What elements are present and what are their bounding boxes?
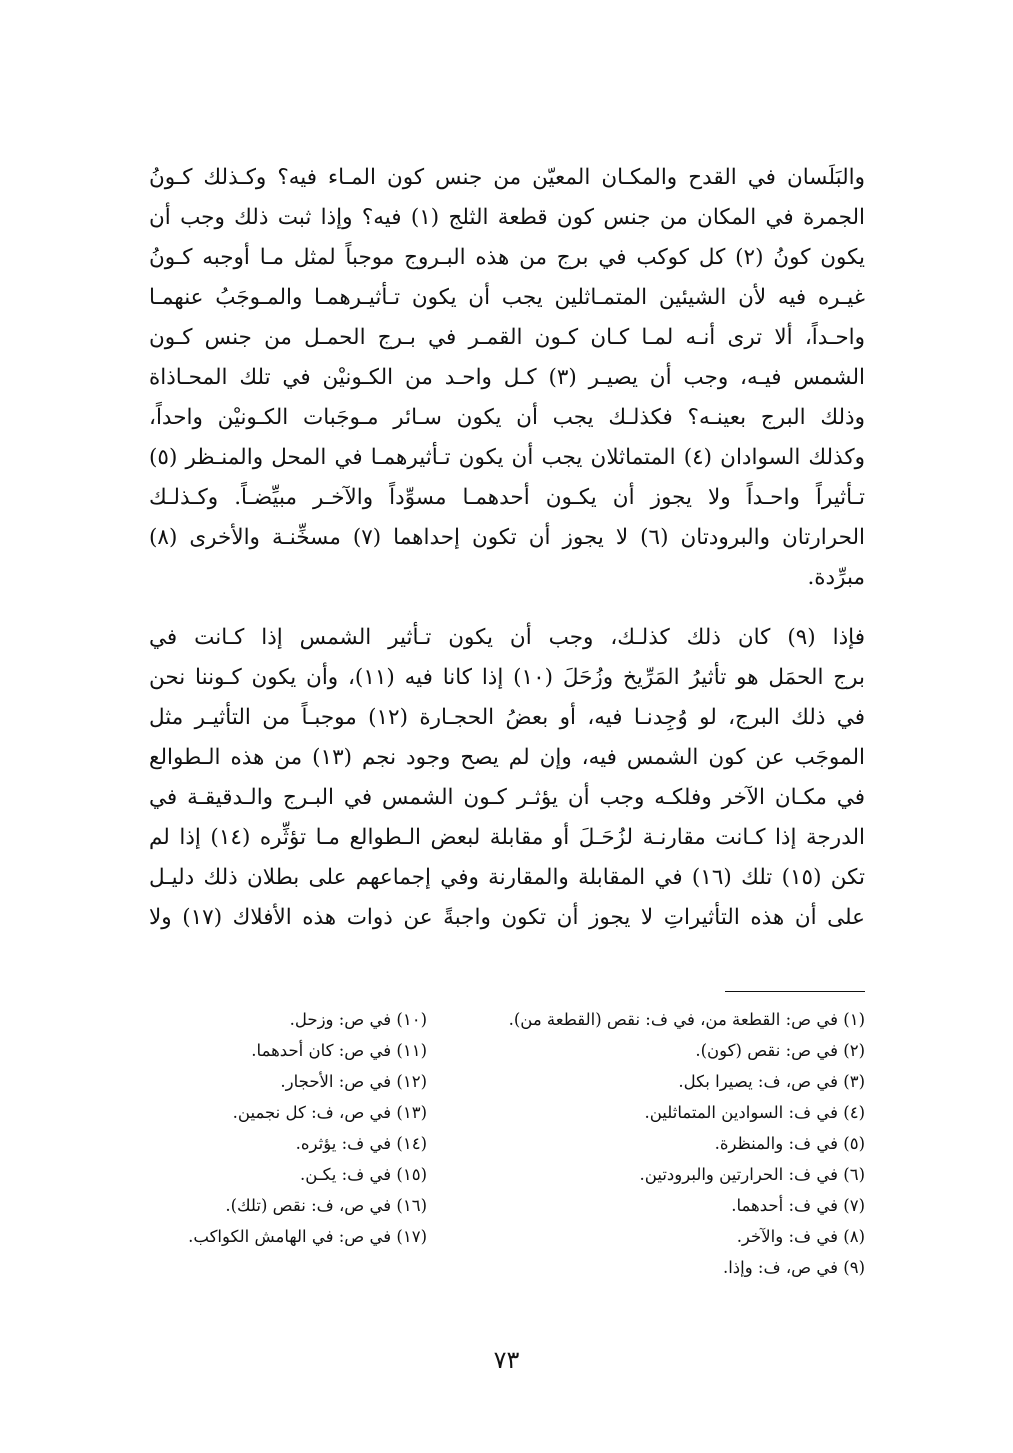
text-line: وذلك البرج بعينـه؟ فكذلـك يجب أن يكون سـائر مـوجَبات الكـونيْن واحداً، — [149, 405, 865, 430]
page-number: ٧٣ — [493, 1346, 520, 1374]
footnote: (٧) في ف: أحدهما. — [731, 1196, 865, 1215]
text-line: غيـره فيه لأن الشيئين المتمـاثلين يجب أن يكون تـأثيـرهمـا والمـوجَبُ عنهمـا — [149, 285, 865, 310]
text-line: وكذلك السوادان (٤) المتماثلان يجب أن يكون تـأثيرهمـا في المحل والمنـظر (٥) — [149, 445, 865, 470]
footnote: (١٢) في ص: الأحجار. — [280, 1072, 427, 1091]
text-line: تـأثيراً واحـداً ولا يجوز أن يكـون أحدهمـا مسوِّداً والآخـر مبيِّضـاً. وكـذلـك — [149, 485, 865, 510]
footnote: (١٧) في ص: في الهامش الكواكب. — [188, 1227, 427, 1246]
footnote-divider — [725, 991, 865, 992]
text-line: على أن هذه التأثيراتِ لا يجوز أن تكون واجبةً عن ذوات هذه الأفلاك (١٧) ولا — [149, 905, 865, 930]
footnote: (١) في ص: القطعة من، في ف: نقص (القطعة من). — [508, 1010, 865, 1029]
text-line: فإذا (٩) كان ذلك كذلـك، وجب أن يكون تـأثير الشمس إذا كـانت في — [149, 625, 865, 650]
footnote: (٢) في ص: نقص (كون). — [695, 1041, 865, 1060]
footnote: (١٦) في ص، ف: نقص (تلك). — [225, 1196, 427, 1215]
paragraph-gap — [149, 598, 865, 618]
text-line: واحـداً، ألا ترى أنـه لمـا كـان كـون القمـر في بـرج الحمـل من جنس كـون — [149, 325, 865, 350]
text-line: الموجَب عن كون الشمس فيه، وإن لم يصح وجود نجم (١٣) من هذه الـطوالع — [149, 745, 865, 770]
main-text — [149, 158, 865, 938]
text-line: الجمرة في المكان من جنس كون قطعة الثلج (١) فيه؟ وإذا ثبت ذلك وجب أن — [149, 205, 865, 230]
text-line: في مكـان الآخر وفلكـه وجب أن يؤثـر كـون الشمس في البـرج والـدقيقـة في — [149, 785, 865, 810]
footnote: (٥) في ف: والمنظرة. — [714, 1134, 865, 1153]
footnote: (٣) في ص، ف: يصيرا بكل. — [678, 1072, 865, 1091]
text-line: الدرجة إذا كـانت مقارنـة لزُحَـلَ أو مقابلة لبعض الـطوالع مـا تؤثِّره (١٤) إذا لم — [149, 825, 865, 850]
footnote: (٨) في ف: والآخر. — [736, 1227, 865, 1246]
text-line: برج الحمَل هو تأثيرُ المَرِّيخ وزُحَلَ (١٠) إذا كانا فيه (١١)، وأن يكون كـوننا نحن — [149, 665, 865, 690]
text-line: الشمس فيـه، وجب أن يصيـر (٣) كـل واحـد من الكـونيْن في تلك المحـاذاة — [149, 365, 865, 390]
footnote: (٦) في ف: الحرارتين والبرودتين. — [639, 1165, 865, 1184]
footnote: (٩) في ص، ف: وإذا. — [722, 1258, 865, 1277]
text-line: تكن (١٥) تلك (١٦) في المقابلة والمقارنة وفي إجماعهم على بطلان ذلك دليـل — [149, 865, 865, 890]
footnote: (١١) في ص: كان أحدهما. — [251, 1041, 427, 1060]
footnote: (١٠) في ص: وزحل. — [289, 1010, 427, 1029]
text-line: والبَلَسان في القدح والمكـان المعيّن من جنس كون المـاء فيه؟ وكـذلك كـونُ — [149, 165, 865, 190]
text-line: مبرِّدة. — [807, 565, 865, 590]
footnote: (٤) في ف: السوادين المتماثلين. — [644, 1103, 865, 1122]
text-line: الحرارتان والبرودتان (٦) لا يجوز أن تكون إحداهما (٧) مسخِّنـة والأخرى (٨) — [149, 525, 865, 550]
text-line: في ذلك البرج، لو وُجِدنـا فيه، أو بعضُ الحجـارة (١٢) موجبـاً من التأثيـر مثل — [149, 705, 865, 730]
footnote: (١٥) في ف: يكـن. — [300, 1165, 427, 1184]
text-line: يكون كونُ (٢) كل كوكب في برج من هذه البـروج موجباً لمثل مـا أوجبه كـونُ — [149, 245, 865, 270]
footnotes-right-column — [465, 1004, 865, 1283]
footnote: (١٤) في ف: يؤثره. — [295, 1134, 427, 1153]
footnote: (١٣) في ص، ف: كل نجمين. — [232, 1103, 427, 1122]
footnotes-left-column — [167, 1004, 427, 1252]
